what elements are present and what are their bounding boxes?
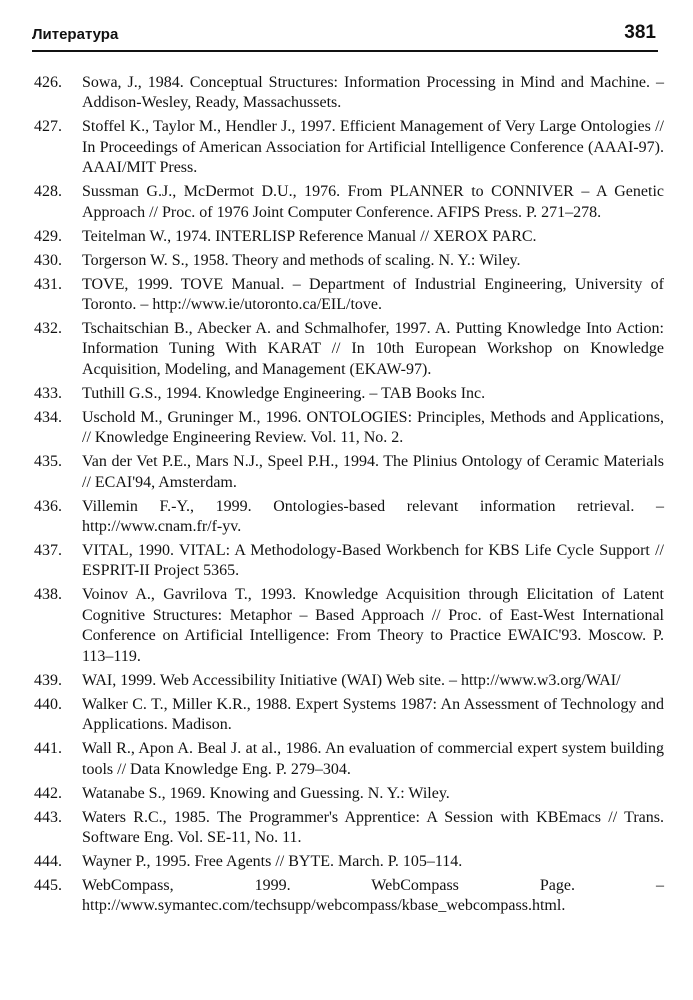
reference-text: Torgerson W. S., 1958. Theory and methods of scaling. N. Y.: Wiley. [82, 251, 521, 269]
reference-number: 438. [34, 586, 62, 604]
reference-number: 443. [34, 808, 62, 826]
reference-text: Voinov A., Gavrilova T., 1993. Knowledge Acquisition through Elicitation of Latent Cognitive Structures: Metaphor – Based Approach // Proc. of East-West International Conference on Artificial Intelligence: From Theory to Practice EWAIC'93. Moscow. P. 113–119. [82, 586, 664, 665]
reference-entry [34, 585, 664, 667]
reference-entry [34, 876, 664, 917]
reference-entry [34, 384, 664, 404]
running-header [32, 22, 658, 52]
reference-entry [34, 739, 664, 780]
page-number: 381 [624, 22, 656, 43]
reference-entry [34, 452, 664, 493]
reference-entry [34, 275, 664, 316]
reference-text: Sowa, J., 1984. Conceptual Structures: Information Processing in Mind and Machine. – Addison-Wesley, Ready, Massachussets. [82, 74, 664, 112]
reference-entry [34, 117, 664, 178]
reference-number: 435. [34, 453, 62, 471]
reference-number: 434. [34, 408, 62, 426]
reference-text: WAI, 1999. Web Accessibility Initiative (WAI) Web site. – http://www.w3.org/WAI/ [82, 671, 621, 689]
reference-entry [34, 808, 664, 849]
reference-entry [34, 541, 664, 582]
reference-number: 430. [34, 251, 62, 269]
reference-number: 436. [34, 497, 62, 515]
reference-text: Wall R., Apon A. Beal J. at al., 1986. An evaluation of commercial expert system building tools // Data Knowledge Eng. P. 279–304. [82, 740, 664, 778]
reference-number: 429. [34, 227, 62, 245]
reference-number: 433. [34, 384, 62, 402]
reference-entry [34, 671, 664, 691]
reference-number: 441. [34, 740, 62, 758]
reference-entry [34, 497, 664, 538]
reference-number: 431. [34, 275, 62, 293]
reference-entry [34, 695, 664, 736]
reference-number: 437. [34, 542, 62, 560]
reference-number: 427. [34, 118, 62, 136]
reference-text: VITAL, 1990. VITAL: A Methodology-Based Workbench for KBS Life Cycle Support // ESPRIT-II Project 5365. [82, 542, 664, 580]
reference-text: Uschold M., Gruninger M., 1996. ONTOLOGIES: Principles, Methods and Applications, // Knowledge Engineering Review. Vol. 11, No. 2. [82, 408, 664, 447]
reference-entry [34, 319, 664, 380]
reference-number: 428. [34, 183, 62, 201]
reference-number: 432. [34, 320, 62, 338]
reference-text: Van der Vet P.E., Mars N.J., Speel P.H., 1994. The Plinius Ontology of Ceramic Materials // ECAI'94, Amsterdam. [82, 453, 664, 491]
reference-entry [34, 227, 664, 247]
reference-text: Walker C. T., Miller K.R., 1988. Expert Systems 1987: An Assessment of Technology and Applications. Madison. [82, 695, 664, 734]
reference-text: WebCompass, 1999. WebCompass Page. – http://www.symantec.com/techsupp/webcompass/kbase_webcompass.html. [82, 876, 664, 915]
reference-number: 442. [34, 784, 62, 802]
reference-entry [34, 852, 664, 872]
reference-entry [34, 182, 664, 223]
reference-text: TOVE, 1999. TOVE Manual. – Department of Industrial Engineering, University of Toronto. – http://www.ie/utoronto.ca/EIL/tove. [82, 275, 664, 314]
reference-number: 444. [34, 852, 62, 870]
reference-entry [34, 251, 664, 271]
reference-text: Watanabe S., 1969. Knowing and Guessing. N. Y.: Wiley. [82, 784, 450, 802]
reference-text: Tschaitschian B., Abecker A. and Schmalhofer, 1997. A. Putting Knowledge Into Action: Information Tuning With KARAT // In 10th European Workshop on Knowledge Acquisition, Modeling, and Management (EKAW-97). [82, 320, 664, 378]
reference-list [34, 73, 664, 920]
reference-text: Wayner P., 1995. Free Agents // BYTE. March. P. 105–114. [82, 852, 463, 870]
reference-number: 445. [34, 876, 62, 894]
section-title: Литература [32, 26, 119, 43]
reference-text: Waters R.C., 1985. The Programmer's Apprentice: A Session with KBEmacs // Trans. Software Eng. Vol. SE-11, No. 11. [82, 808, 664, 846]
reference-number: 426. [34, 74, 62, 91]
reference-entry [34, 408, 664, 449]
reference-text: Tuthill G.S., 1994. Knowledge Engineering. – TAB Books Inc. [82, 384, 486, 402]
reference-number: 439. [34, 671, 62, 689]
reference-text: Sussman G.J., McDermot D.U., 1976. From PLANNER to CONNIVER – A Genetic Approach // Proc. of 1976 Joint Computer Conference. AFIPS Press. P. 271–278. [82, 183, 664, 221]
reference-entry [34, 73, 664, 114]
reference-text: Stoffel K., Taylor M., Hendler J., 1997. Efficient Management of Very Large Ontologies // In Proceedings of American Association for Artificial Intelligence Conference (AAAI-97). AAAI/MIT Press. [82, 118, 664, 177]
reference-entry [34, 784, 664, 804]
reference-text: Teitelman W., 1974. INTERLISP Reference Manual // XEROX PARC. [82, 227, 537, 245]
reference-number: 440. [34, 695, 62, 713]
reference-text: Villemin F.-Y., 1999. Ontologies-based relevant information retrieval. – http://www.cnam.fr/f-yv. [82, 497, 664, 536]
